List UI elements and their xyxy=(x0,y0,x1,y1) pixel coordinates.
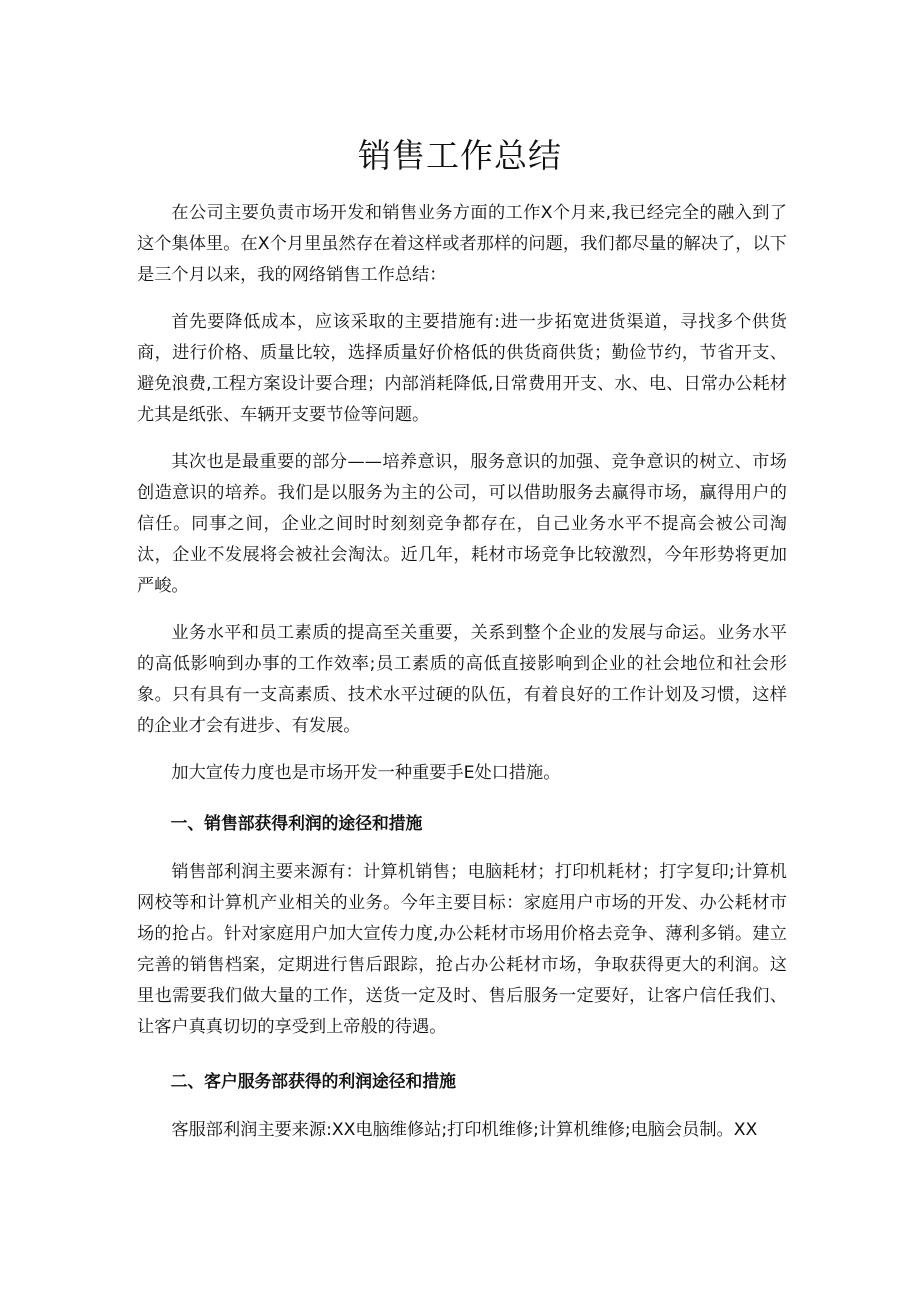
document-body xyxy=(137,198,787,1162)
section-1-paragraph: 销售部利润主要来源有：计算机销售；电脑耗材；打印机耗材；打字复印;计算机网校等和计算机产业相关的业务。今年主要目标：家庭用户市场的开发、办公耗材市场的抢占。针对家庭用户加大宣传力度,办公耗材市场用价格去竞争、薄利多销。建立完善的销售档案，定期进行售后跟踪，抢占办公耗材市场，争取获得更大的利润。这里也需要我们做大量的工作，送货一定及时、售后服务一定要好，让客户信任我们、让客户真真切切的享受到上帝般的待遇。 xyxy=(137,862,787,1037)
document-title: 销售工作总结 xyxy=(358,136,562,175)
awareness-paragraph: 其次也是最重要的部分——培养意识，服务意识的加强、竞争意识的树立、市场创造意识的培养。我们是以服务为主的公司，可以借助服务去赢得市场，赢得用户的信任。同事之间，企业之间时时刻刻竞争都存在，自己业务水平不提高会被公司淘汰，企业不发展将会被社会淘汰。近几年，耗材市场竞争比较激烈，今年形势将更加严峻。 xyxy=(137,452,787,596)
cost-reduction-paragraph: 首先要降低成本，应该采取的主要措施有:进一步拓宽进货渠道，寻找多个供货商，进行价格、质量比较，选择质量好价格低的供货商供货；勤俭节约，节省开支、避免浪费,工程方案设计要合理；内部消耗降低,日常费用开支、水、电、日常办公耗材尤其是纸张、车辆开支要节俭等问题。 xyxy=(137,312,787,425)
section-1-heading: 一、销售部获得利润的途径和措施 xyxy=(170,813,423,833)
staff-quality-paragraph: 业务水平和员工素质的提高至关重要，关系到整个企业的发展与命运。业务水平的高低影响到办事的工作效率;员工素质的高低直接影响到企业的社会地位和社会形象。只有具有一支高素质、技术水平过硬的队伍，有着良好的工作计划及习惯，这样的企业才会有进步、有发展。 xyxy=(137,623,787,736)
section-2-paragraph: 客服部利润主要来源:XX电脑维修站;打印机维修;计算机维修;电脑会员制。XX xyxy=(171,1120,758,1140)
section-2-heading: 二、客户服务部获得的利润途径和措施 xyxy=(170,1071,456,1091)
publicity-paragraph: 加大宣传力度也是市场开发一种重要手E处口措施。 xyxy=(171,763,561,783)
intro-paragraph: 在公司主要负责市场开发和销售业务方面的工作X个月来,我已经完全的融入到了这个集体里。在X个月里虽然存在着这样或者那样的问题，我们都尽量的解决了，以下是三个月以来，我的网络销售工作总结： xyxy=(137,203,787,285)
